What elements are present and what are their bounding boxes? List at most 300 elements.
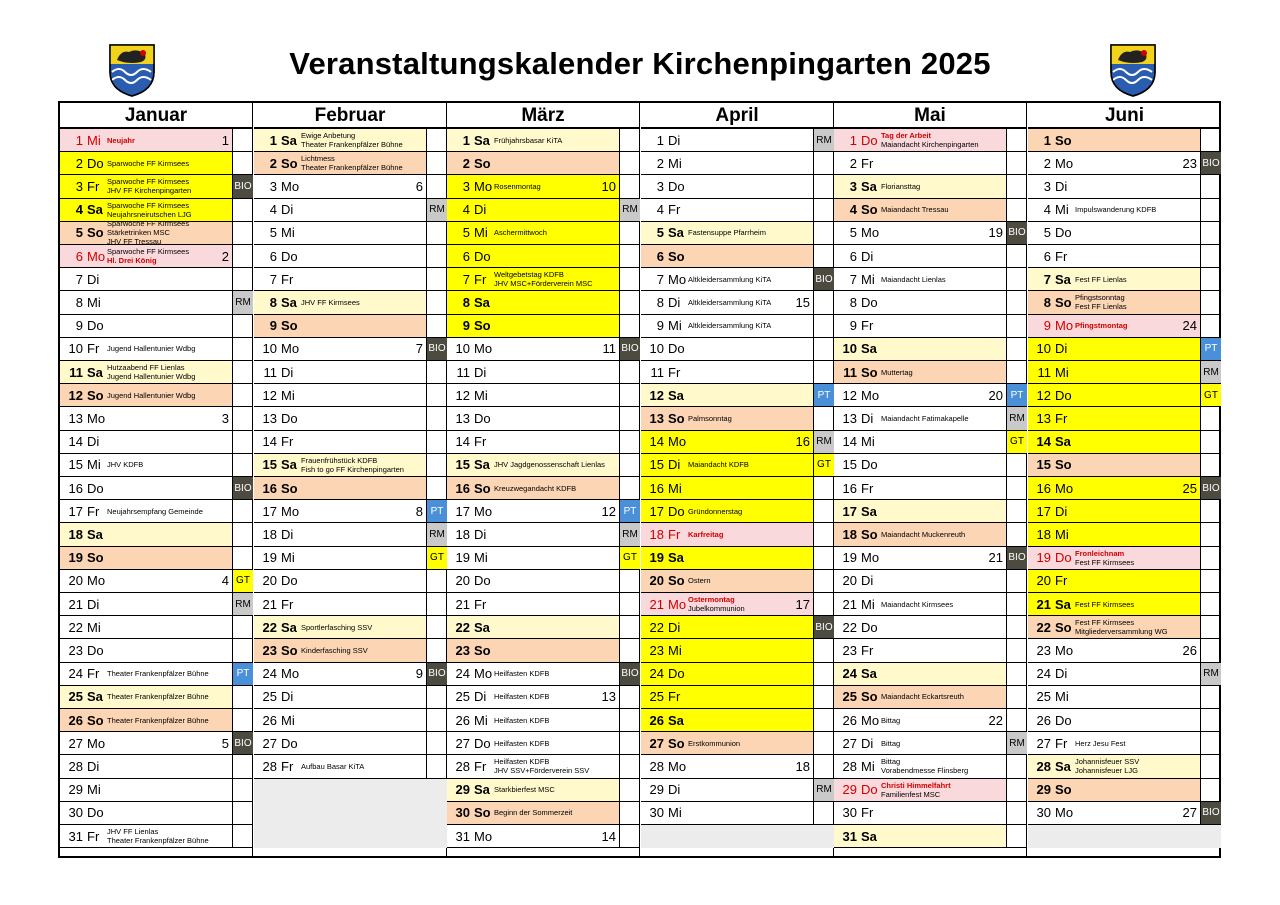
- weekday-label: Mi: [668, 480, 682, 496]
- event-text: Impulswanderung KDFB: [1075, 205, 1157, 215]
- event-list: [107, 500, 228, 522]
- day-cell: [60, 361, 233, 383]
- tag-cell: [1007, 802, 1027, 824]
- event-list: [688, 315, 809, 337]
- day-number: 10: [649, 341, 664, 357]
- day-row: [447, 245, 640, 268]
- event-text: Kinderfasching SSV: [301, 645, 368, 655]
- day-cell: [254, 175, 427, 197]
- day-cell: [834, 222, 1007, 244]
- day-cell: [60, 431, 233, 453]
- day-row: [1028, 639, 1221, 662]
- day-number: 2: [1043, 155, 1051, 171]
- waste-tag-pt: PT: [1007, 384, 1027, 406]
- day-number: 27: [455, 735, 470, 751]
- event-text: JHV SSV+Förderverein SSV: [494, 766, 590, 776]
- event-text: Maiandacht Lienlas: [881, 274, 946, 284]
- tag-cell: [620, 152, 640, 174]
- weekday-label: Mo: [861, 225, 880, 241]
- weekday-label: Di: [87, 434, 100, 450]
- event-text: Tag der Arbeit: [881, 131, 932, 141]
- day-row: [254, 315, 447, 338]
- day-number: 14: [455, 434, 470, 450]
- day-row: [1028, 431, 1221, 454]
- day-row: [60, 825, 253, 848]
- waste-tag-gt: GT: [1201, 384, 1221, 406]
- day-cell: [254, 222, 427, 244]
- day-cell: [834, 291, 1007, 313]
- weekday-label: Sa: [87, 689, 103, 705]
- weekday-label: Sa: [668, 550, 684, 566]
- day-row: [1028, 686, 1221, 709]
- weekday-label: Do: [861, 619, 878, 635]
- weekday-label: Do: [474, 735, 491, 751]
- tag-cell: [814, 407, 834, 429]
- tag-cell: [427, 361, 447, 383]
- day-number: 8: [269, 294, 277, 310]
- day-row: [254, 222, 447, 245]
- day-row: [1028, 663, 1221, 686]
- weekday-label: Di: [668, 294, 681, 310]
- tag-cell: [427, 268, 447, 290]
- event-list: [107, 245, 228, 267]
- weekday-label: Do: [668, 178, 685, 194]
- day-cell: [641, 315, 814, 337]
- event-text: Maiandacht Tressau: [881, 205, 949, 215]
- day-row: [834, 779, 1027, 802]
- event-text: Jubelkommunion: [688, 604, 745, 614]
- day-cell: [1028, 779, 1201, 801]
- event-list: [1075, 268, 1196, 290]
- day-number: 30: [455, 805, 470, 821]
- weekday-label: Mi: [1055, 526, 1069, 542]
- tag-cell: [1201, 616, 1221, 638]
- weekday-label: Mi: [87, 619, 101, 635]
- weekday-label: Mi: [281, 225, 295, 241]
- event-text: Ostermontag: [688, 595, 735, 605]
- day-cell: [60, 268, 233, 290]
- weekday-label: Di: [668, 457, 681, 473]
- weekday-label: Fr: [1055, 248, 1068, 264]
- weekday-label: So: [87, 712, 104, 728]
- weekday-label: So: [1055, 294, 1072, 310]
- day-cell: [1028, 338, 1201, 360]
- event-list: [688, 454, 809, 476]
- day-row: [834, 384, 1027, 407]
- tag-cell: [620, 732, 640, 754]
- waste-tag-pt: PT: [1201, 338, 1221, 360]
- event-list: [107, 222, 228, 244]
- weekday-label: Mi: [87, 294, 101, 310]
- day-cell: [447, 152, 620, 174]
- day-row: [641, 245, 834, 268]
- day-row: [254, 152, 447, 175]
- weekday-label: Do: [474, 248, 491, 264]
- weekday-label: Fr: [861, 155, 874, 171]
- weekday-label: Sa: [1055, 434, 1071, 450]
- event-text: Familienfest MSC: [881, 789, 941, 799]
- tag-cell: [1007, 639, 1027, 661]
- event-list: [301, 454, 422, 476]
- day-row: [834, 175, 1027, 198]
- day-row: [641, 384, 834, 407]
- day-cell: [1028, 639, 1201, 661]
- day-number: 29: [68, 782, 83, 798]
- event-list: [494, 755, 615, 777]
- day-number: 13: [455, 410, 470, 426]
- weekday-label: Do: [861, 457, 878, 473]
- day-row: [60, 523, 253, 546]
- event-text: Fest FF Kirmsees: [1075, 618, 1135, 628]
- tag-cell: [1201, 454, 1221, 476]
- event-text: Sparwoche FF Kirmsees: [107, 247, 190, 257]
- weekday-label: Di: [861, 248, 874, 264]
- waste-tag-rm: RM: [814, 129, 834, 151]
- day-cell: [60, 639, 233, 661]
- day-cell: [641, 129, 814, 151]
- day-row: [447, 152, 640, 175]
- event-list: [881, 175, 1002, 197]
- week-number: 17: [795, 596, 810, 612]
- event-text: Beginn der Sommerzeit: [494, 808, 573, 818]
- day-number: 1: [269, 132, 277, 148]
- event-text: Theater Frankenpfälzer Bühne: [107, 669, 209, 679]
- day-number: 1: [75, 132, 83, 148]
- day-number: 9: [269, 318, 277, 334]
- day-number: 25: [68, 689, 83, 705]
- weekday-label: Fr: [1055, 573, 1068, 589]
- weekday-label: Mo: [668, 434, 687, 450]
- day-cell: [1028, 268, 1201, 290]
- weekday-label: Mo: [474, 503, 493, 519]
- weekday-label: Do: [87, 155, 104, 171]
- day-cell: [254, 407, 427, 429]
- tag-cell: [1201, 199, 1221, 221]
- week-number: 4: [221, 573, 229, 589]
- event-list: [494, 709, 615, 731]
- weekday-label: Mi: [1055, 364, 1069, 380]
- day-cell: [447, 500, 620, 522]
- day-cell: [641, 291, 814, 313]
- week-number: 23: [1182, 155, 1197, 171]
- day-cell: [834, 384, 1007, 406]
- event-text: Neujahrsempfang Gemeinde: [107, 506, 203, 516]
- weekday-label: So: [861, 689, 878, 705]
- event-list: [301, 755, 422, 777]
- day-cell: [254, 361, 427, 383]
- day-cell: [834, 523, 1007, 545]
- weekday-label: Do: [87, 480, 104, 496]
- tag-cell: [427, 755, 447, 777]
- weekday-label: Mi: [87, 782, 101, 798]
- day-cell: [834, 616, 1007, 638]
- event-text: Herz Jesu Fest: [1075, 738, 1126, 748]
- day-number: 2: [269, 155, 277, 171]
- day-cell: [641, 152, 814, 174]
- weekday-label: Di: [861, 410, 874, 426]
- day-row: [254, 686, 447, 709]
- day-number: 8: [1043, 294, 1051, 310]
- day-cell: [447, 825, 620, 847]
- tag-cell: [620, 825, 640, 847]
- day-cell: [60, 755, 233, 777]
- day-number: 12: [842, 387, 857, 403]
- day-cell: [1028, 175, 1201, 197]
- day-cell: [834, 454, 1007, 476]
- day-number: 23: [1036, 642, 1051, 658]
- event-text: Altkleidersammlung KiTA: [688, 274, 772, 284]
- day-row: [60, 500, 253, 523]
- waste-tag-rm: RM: [620, 199, 640, 221]
- day-number: 15: [1036, 457, 1051, 473]
- day-cell: [641, 222, 814, 244]
- day-row: [641, 152, 834, 175]
- day-number: 2: [656, 155, 664, 171]
- event-list: [881, 268, 1002, 290]
- day-number: 7: [269, 271, 277, 287]
- day-row: [641, 268, 834, 291]
- tag-cell: [814, 477, 834, 499]
- tag-cell: [233, 802, 253, 824]
- day-cell: [60, 152, 233, 174]
- tag-cell: [814, 755, 834, 777]
- day-row: [447, 175, 640, 198]
- day-number: 9: [1043, 318, 1051, 334]
- day-number: 5: [462, 225, 470, 241]
- day-row: [60, 152, 253, 175]
- day-cell: [254, 570, 427, 592]
- day-row: [254, 755, 447, 778]
- tag-cell: [1201, 175, 1221, 197]
- tag-cell: [1007, 175, 1027, 197]
- week-number: 18: [795, 758, 810, 774]
- event-text: Aufbau Basar KiTA: [301, 761, 365, 771]
- day-row: [641, 454, 834, 477]
- weekday-label: Mo: [861, 712, 880, 728]
- day-number: 10: [455, 341, 470, 357]
- day-row: [641, 709, 834, 732]
- day-number: 25: [455, 689, 470, 705]
- day-cell: [1028, 291, 1201, 313]
- week-number: 6: [415, 178, 423, 194]
- event-list: [881, 523, 1002, 545]
- tag-cell: [814, 593, 834, 615]
- day-number: 28: [455, 758, 470, 774]
- day-cell: [834, 802, 1007, 824]
- event-text: Theater Frankenpfälzer Bühne: [107, 836, 209, 846]
- day-number: 5: [75, 225, 83, 241]
- day-cell: [254, 315, 427, 337]
- weekday-label: Mo: [1055, 642, 1074, 658]
- day-number: 10: [262, 341, 277, 357]
- day-cell: [447, 291, 620, 313]
- day-cell: [60, 825, 233, 847]
- day-cell: [834, 732, 1007, 754]
- tag-cell: [814, 802, 834, 824]
- day-number: 26: [842, 712, 857, 728]
- waste-tag-rm: RM: [620, 523, 640, 545]
- day-number: 3: [75, 178, 83, 194]
- day-row: [60, 129, 253, 152]
- weekday-label: Mi: [668, 155, 682, 171]
- weekday-label: Mo: [861, 387, 880, 403]
- event-text: Aschermittwoch: [494, 228, 547, 238]
- day-row: [254, 500, 447, 523]
- day-row: [641, 291, 834, 314]
- day-number: 6: [75, 248, 83, 264]
- tag-cell: [1007, 129, 1027, 151]
- event-text: Maiandacht Kirchenpingarten: [881, 140, 979, 150]
- event-text: Fish to go FF Kirchenpingarten: [301, 464, 404, 474]
- day-row: [1028, 384, 1221, 407]
- day-number: 12: [68, 387, 83, 403]
- day-number: 22: [262, 619, 277, 635]
- day-cell: [1028, 222, 1201, 244]
- day-number: 9: [75, 318, 83, 334]
- day-row: [1028, 152, 1221, 175]
- day-cell: [834, 315, 1007, 337]
- week-number: 21: [988, 550, 1003, 566]
- weekday-label: Do: [1055, 550, 1072, 566]
- event-text: Sportlerfasching SSV: [301, 622, 373, 632]
- event-list: [494, 477, 615, 499]
- day-number: 16: [455, 480, 470, 496]
- tag-cell: [233, 454, 253, 476]
- day-number: 22: [455, 619, 470, 635]
- event-text: JHV Jagdgenossenschaft Lienlas: [494, 460, 605, 470]
- day-number: 31: [68, 828, 83, 844]
- day-number: 19: [842, 550, 857, 566]
- event-list: [688, 268, 809, 290]
- day-number: 15: [842, 457, 857, 473]
- day-cell: [254, 616, 427, 638]
- day-cell: [641, 477, 814, 499]
- tag-cell: [620, 755, 640, 777]
- weekday-label: Fr: [861, 480, 874, 496]
- event-list: [881, 686, 1002, 708]
- weekday-label: Do: [861, 132, 878, 148]
- day-row: [60, 245, 253, 268]
- day-row: [1028, 477, 1221, 500]
- waste-tag-bio: BIO: [1201, 477, 1221, 499]
- event-text: Altkleidersammlung KiTA: [688, 297, 772, 307]
- day-cell: [254, 663, 427, 685]
- day-cell: [1028, 570, 1201, 592]
- tag-cell: [1007, 616, 1027, 638]
- weekday-label: Mi: [474, 225, 488, 241]
- day-row: [641, 755, 834, 778]
- tag-cell: [233, 222, 253, 244]
- day-row: [447, 361, 640, 384]
- day-number: 15: [649, 457, 664, 473]
- day-cell: [60, 338, 233, 360]
- weekday-label: Do: [281, 248, 298, 264]
- weekday-label: So: [861, 202, 878, 218]
- day-number: 14: [68, 434, 83, 450]
- tag-cell: [814, 547, 834, 569]
- day-row: [1028, 245, 1221, 268]
- day-row: [447, 338, 640, 361]
- day-cell: [254, 129, 427, 151]
- day-row: [1028, 616, 1221, 639]
- tag-cell: [1007, 779, 1027, 801]
- event-list: [688, 407, 809, 429]
- day-row: [834, 245, 1027, 268]
- day-number: 7: [849, 271, 857, 287]
- week-number: 1: [221, 132, 229, 148]
- day-number: 21: [68, 596, 83, 612]
- day-row: [60, 732, 253, 755]
- weekday-label: Mi: [474, 550, 488, 566]
- weekday-label: Fr: [668, 202, 681, 218]
- day-row: [447, 570, 640, 593]
- week-number: 14: [601, 828, 616, 844]
- day-row: [60, 361, 253, 384]
- day-row: [1028, 268, 1221, 291]
- day-cell: [641, 686, 814, 708]
- day-row: [641, 663, 834, 686]
- day-number: 15: [455, 457, 470, 473]
- weekday-label: Mo: [87, 735, 106, 751]
- day-cell: [447, 361, 620, 383]
- day-row: [254, 523, 447, 546]
- tag-cell: [1201, 755, 1221, 777]
- day-cell: [447, 616, 620, 638]
- tag-cell: [620, 407, 640, 429]
- day-cell: [447, 709, 620, 731]
- day-cell: [60, 477, 233, 499]
- weekday-label: Mo: [668, 596, 687, 612]
- day-number: 21: [1036, 596, 1051, 612]
- event-list: [107, 129, 228, 151]
- day-number: 29: [455, 782, 470, 798]
- day-row: [834, 709, 1027, 732]
- empty-filler: [641, 825, 834, 848]
- event-list: [301, 152, 422, 174]
- day-cell: [834, 639, 1007, 661]
- weekday-label: Sa: [87, 202, 103, 218]
- tag-cell: [233, 547, 253, 569]
- month-header: April: [641, 103, 833, 129]
- day-cell: [641, 639, 814, 661]
- day-cell: [1028, 384, 1201, 406]
- waste-tag-gt: GT: [233, 570, 253, 592]
- day-number: 29: [842, 782, 857, 798]
- event-text: Mitgliederversammlung WG: [1075, 627, 1168, 637]
- month-column: [60, 103, 253, 856]
- weekday-label: So: [281, 642, 298, 658]
- weekday-label: Do: [87, 642, 104, 658]
- month-column: [641, 103, 834, 856]
- tag-cell: [620, 686, 640, 708]
- day-cell: [60, 732, 233, 754]
- weekday-label: Mo: [474, 178, 493, 194]
- weekday-label: Di: [474, 364, 487, 380]
- day-number: 4: [849, 202, 857, 218]
- tag-cell: [427, 152, 447, 174]
- day-row: [60, 175, 253, 198]
- day-number: 26: [455, 712, 470, 728]
- tag-cell: [427, 639, 447, 661]
- tag-cell: [814, 709, 834, 731]
- event-list: [881, 593, 1002, 615]
- weekday-label: Mo: [668, 758, 687, 774]
- event-list: [107, 175, 228, 197]
- waste-tag-pt: PT: [620, 500, 640, 522]
- tag-cell: [1007, 477, 1027, 499]
- day-row: [447, 407, 640, 430]
- tag-cell: [620, 175, 640, 197]
